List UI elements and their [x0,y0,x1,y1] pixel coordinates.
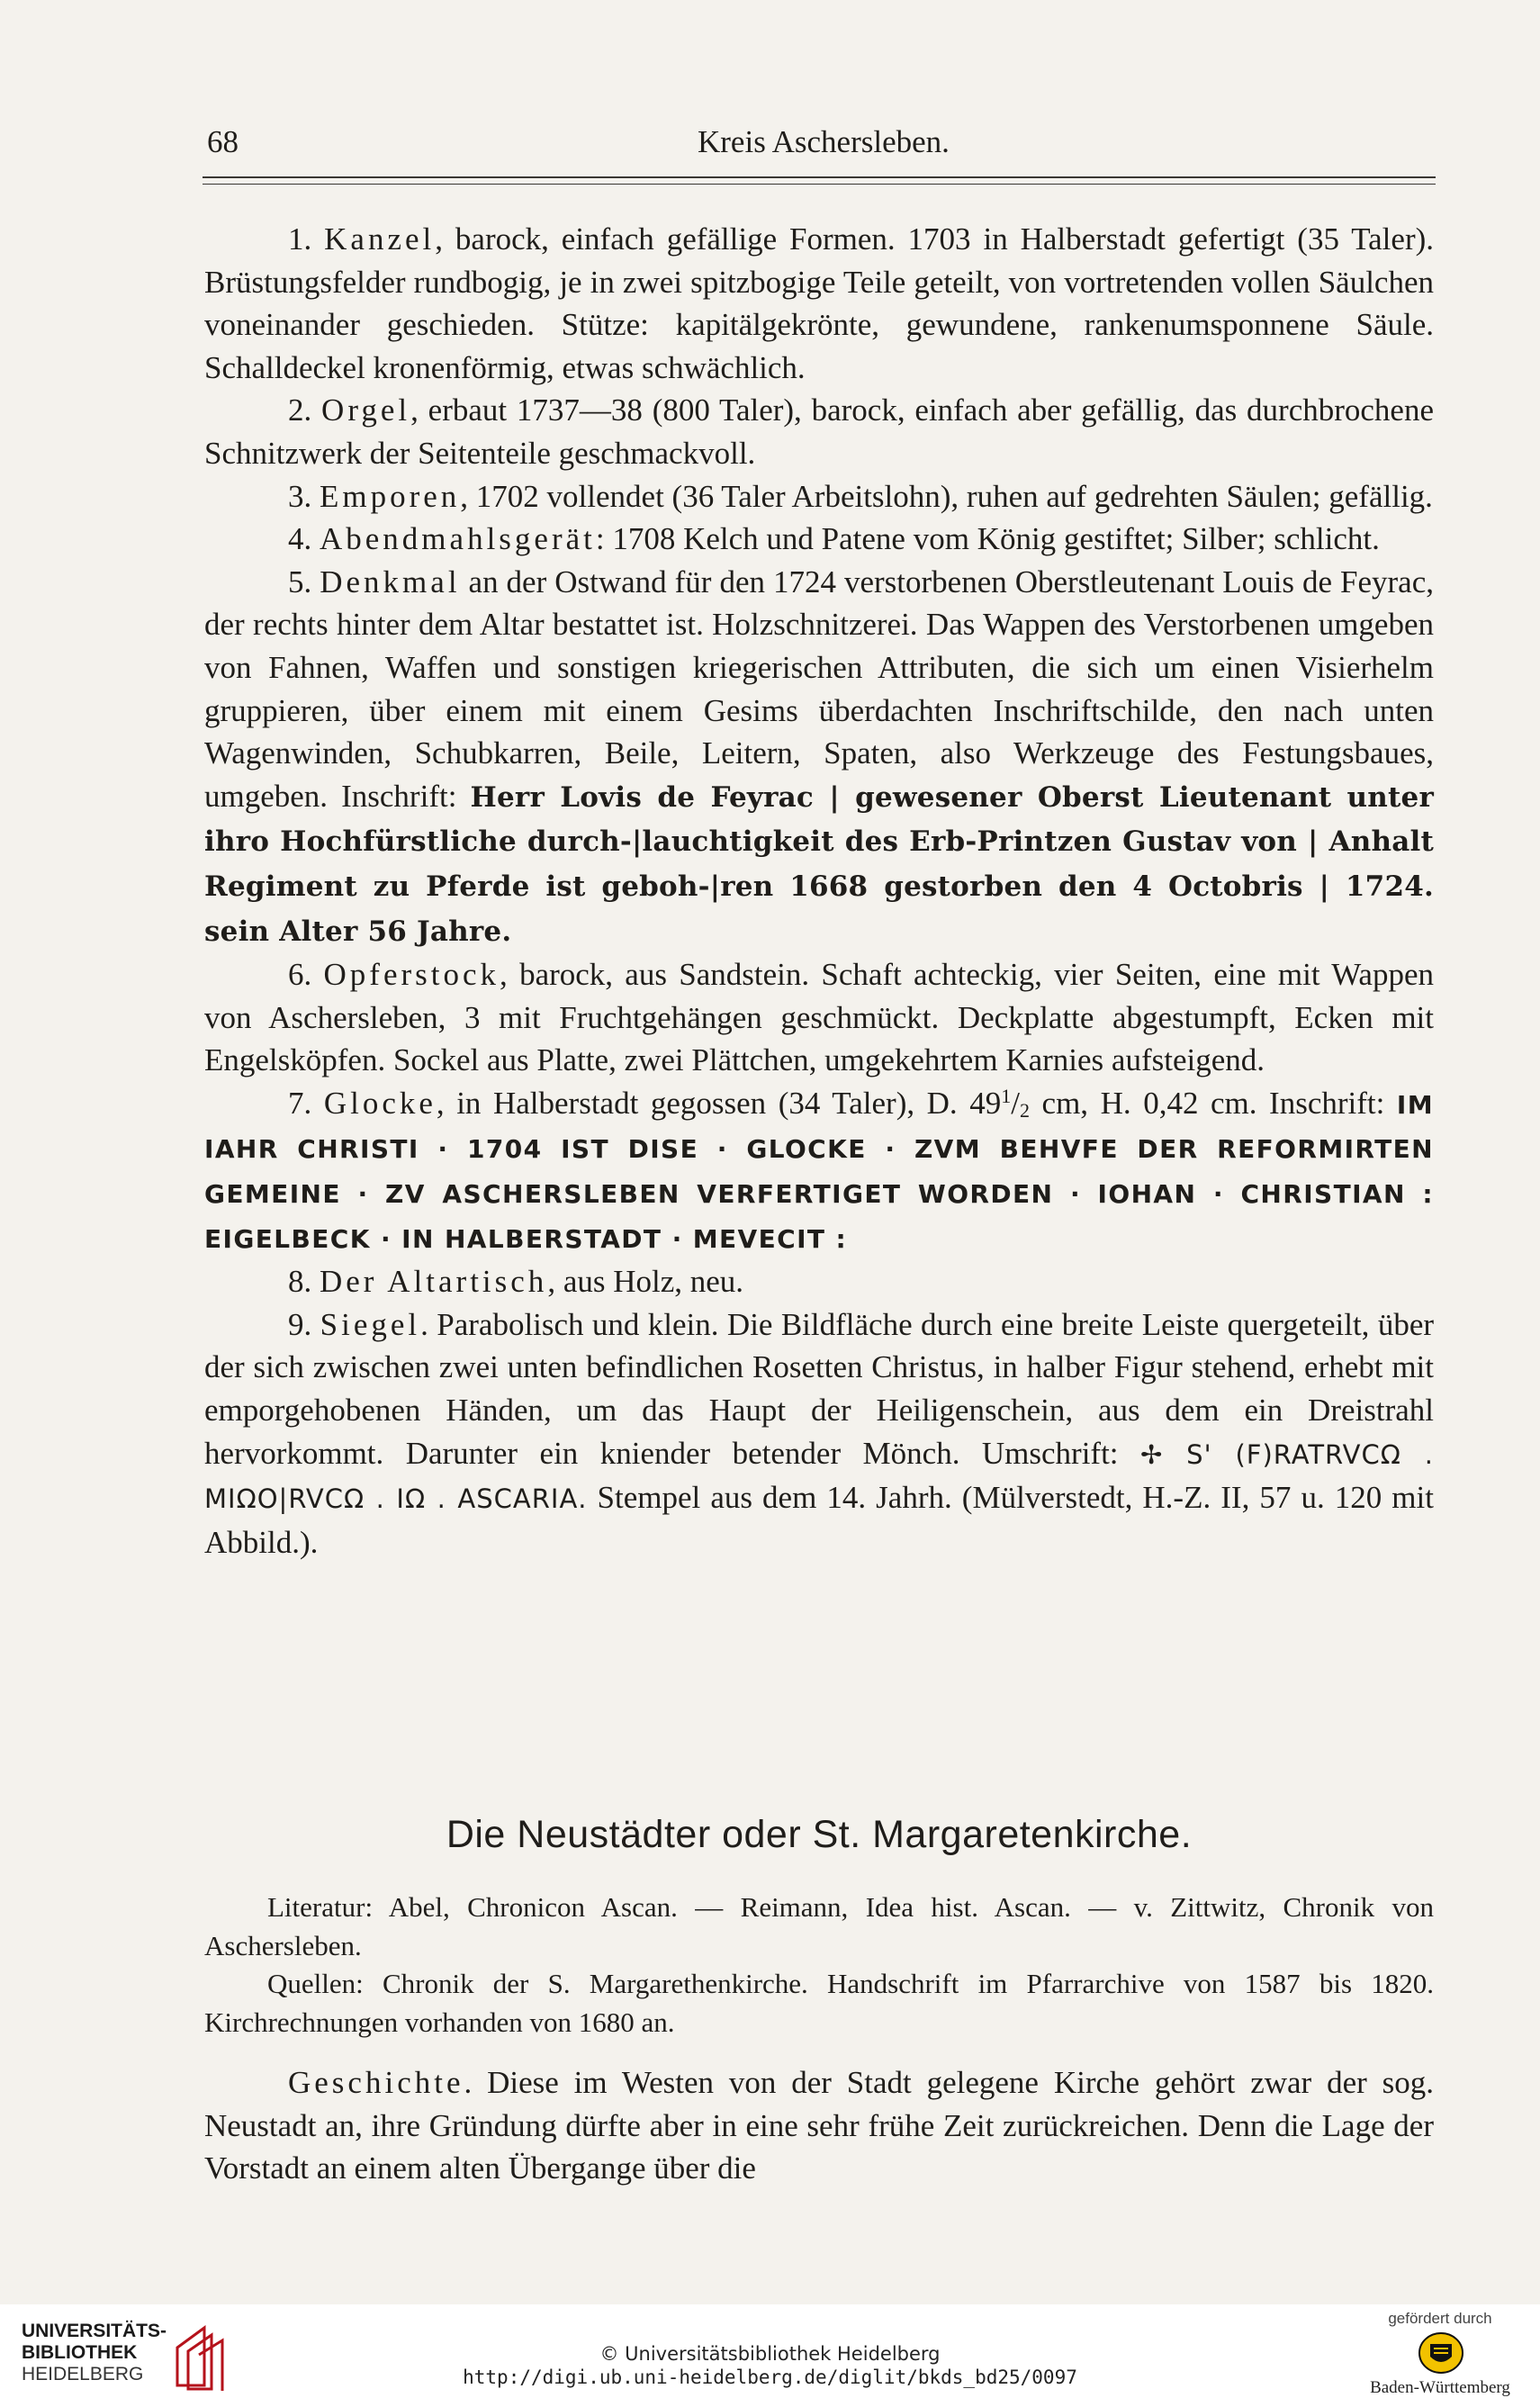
paragraph-siegel [204,1303,1434,1564]
item-number: 8. [288,1264,312,1300]
paragraph-orgel [204,389,1434,474]
logo-line-2: BIBLIOTHEK [22,2342,138,2363]
paragraph-abendmahlsgeraet [204,518,1434,561]
paragraph-opferstock [204,953,1434,1082]
item-text: Stempel aus dem 14. Jahrh. (Mülverstedt, H.-Z. II, 57 u. 120 mit Abbild.). [204,1480,1434,1560]
fraction-denominator: 2 [1019,1098,1030,1122]
logo-line-1: UNIVERSITÄTS- [22,2321,167,2341]
item-term: Der Altartisch [320,1264,548,1300]
copyright-notice: © Universitätsbibliothek Heidelberg [599,2343,941,2365]
item-number: 5. [288,563,312,599]
item-term: Emporen [320,478,461,514]
item-text: , 1702 vollendet (36 Taler Arbeitslohn), ruhen auf gedrehten Säulen; gefällig. [460,478,1433,514]
item-term: Orgel [321,392,411,428]
literatur-note: Literatur: Abel, Chronicon Ascan. — Reimann, Idea hist. Ascan. — v. Zittwitz, Chronik von Aschersleben. [204,1891,1434,1961]
item-text: . Parabolisch und klein. Die Bildfläche durch eine breite Leiste quergeteilt, über der sich zwischen zwei unten befindlichen Rosetten Christus, in halber Figur stehend, erhebt mit emporgehobenen Händen, um das Haupt der Heiligenschein, aus dem ein Dreistrahl hervorkommt. Darunter ein kniender betender Mönch. Umschrift: [204,1306,1435,1471]
body-text [204,218,1434,1564]
logo-line-3: HEIDELBERG [22,2364,144,2384]
item-text: , barock, aus Sandstein. Schaft achteckig, vier Seiten, eine mit Wappen von Aschersleben, 3 mit Fruchtgehängen geschmückt. Deckplatte abgestumpft, Ecken mit Engelsköpfen. Sockel aus Platte, zwei Plättchen, umgekehrtem Karnies aufsteigend. [204,957,1434,1078]
item-number: 6. [288,957,312,993]
item-number: 4. [288,521,312,557]
funder-name: Baden-Württemberg [1370,2378,1510,2397]
item-term: Opferstock [323,957,500,993]
item-number: 9. [288,1306,312,1342]
header-rule [203,176,1436,178]
paragraph-altartisch [204,1260,1434,1303]
item-term: Kanzel [324,221,436,257]
bell-inscription: IM IAHR CHRISTI · 1704 IST DISE · GLOCKE · ZVM BEHVFE DER REFORMIRTEN GEMEINE · ZV ASCHERSLEBEN VERFERTIGET WORDEN · IOHAN · CHRISTIAN : EIGELBECK · IN HALBERSTADT · MEVECIT : [204,1089,1435,1254]
seal-legend: ✢ S' (F)RATRVCΩ . MIΩO|RVCΩ . IΩ . ΑSCΑRIΑ. [204,1438,1434,1515]
paragraph-kanzel [204,218,1434,389]
item-term: Denkmal [320,563,461,599]
quellen-note: Quellen: Chronik der S. Margarethenkirche. Handschrift im Pfarrarchive von 1587 bis 1820. Kirchrechnungen vorhanden von 1680 an. [204,1968,1434,2038]
item-text: , aus Holz, neu. [547,1264,744,1300]
item-text: : 1708 Kelch und Patene vom König gestiftet; Silber; schlicht. [595,521,1380,557]
item-text: cm, H. 0,42 cm. Inschrift: [1029,1085,1397,1121]
paragraph-geschichte [204,2061,1434,2190]
paragraph-glocke: 7. Glocke, in Halberstadt gegossen (34 Taler), D. $49^1/_2$ cm, H. 0,42 cm. Inschrift: IM IAHR CHRISTI · 1704 IST DISE · GLOCKE · ZVM BEHVFE DER REFORMIRTEN GEMEINE · ZV ASCHERSLEBEN VERFERTIGET WORDEN · IOHAN · CHRISTIAN : EIGELBECK · IN HALBERSTADT · MEVECIT : [204,1084,1435,1254]
fraction-numerator: 1 [1001,1084,1012,1107]
page-number: 68 [207,124,239,159]
paragraph-denkmal [204,561,1434,953]
fraktur-inscription: Herr Lovis de Feyrac | gewesener Oberst Lieutenant unter ihro Hochfürstliche durch-|lauchtigkeit des Erb-Printzen Gustav von | Anhalt Regiment zu Pferde ist geboh-|ren 1668 gestorben den 4 Octobris | 1724. sein Alter 56 Jahre. [204,780,1434,948]
item-text: , in Halberstadt gegossen (34 Taler), D. 49 [436,1085,1002,1121]
item-text: , barock, einfach gefällige Formen. 1703 in Halberstadt gefertigt (35 Taler). Brüstungsfelder rundbogig, je in zwei spitzbogige Teile geteilt, von vortretenden vollen Säulchen voneinander geschieden. Stütze: kapitälgekrönte, gewundene, rankenumsponnene Säule. Schalldeckel kronenförmig, etwas schwächlich. [204,221,1434,385]
paragraph-emporen [204,475,1434,518]
section-title: Die Neustädter oder St. Margaretenkirche. [446,1813,1193,1856]
page-header [207,124,1431,169]
item-number: 2. [288,392,312,428]
item-number: 1. [288,221,312,257]
funded-by-label: gefördert durch [1388,2310,1492,2327]
item-text: , erbaut 1737—38 (800 Taler), barock, einfach aber gefällig, das durchbrochene Schnitzwerk der Seitenteile geschmackvoll. [204,392,1434,471]
baden-wuerttemberg-seal-icon [1418,2331,1464,2375]
running-title: Kreis Aschersleben. [698,124,950,159]
section-margaretenkirche [204,1808,1434,2190]
item-text: an der Ostwand für den 1724 verstorbenen Oberstleutenant Louis de Feyrac, der rechts hinter dem Altar bestattet ist. Holzschnitzerei. Das Wappen des Verstorbenen umgeben von Fahnen, Waffen und sonstigen kriegerischen Attributen, die sich um einen Visierhelm gruppieren, über einem mit einem Gesims überdachten Inschriftschilde, den nach unten Wagenwinden, Schubkarren, Beile, Leitern, Spaten, also Werkzeuge des Festungsbaues, umgeben. Inschrift: [204,563,1434,814]
permalink[interactable]: http://digi.ub.uni-heidelberg.de/diglit/bkds_bd25/0097 [463,2366,1077,2388]
item-term: Geschichte [288,2065,464,2100]
item-term: Siegel [320,1306,421,1342]
item-number: 7. [288,1085,312,1121]
literature-block [204,1889,1434,2042]
item-text: . Diese im Westen von der Stadt gelegene Kirche gehört zwar der sog. Neustadt an, ihre Gründung dürfte aber in eine sehr frühe Zeit zurückreichen. Denn die Lage der Vorstadt an einem alten Übergange über die [204,2065,1434,2186]
geschichte-block [204,2061,1434,2190]
item-number: 3. [288,478,312,514]
item-term: Glocke [323,1085,437,1121]
item-term: Abendmahlsgerät [320,521,596,557]
header-rule-thin [203,184,1436,185]
